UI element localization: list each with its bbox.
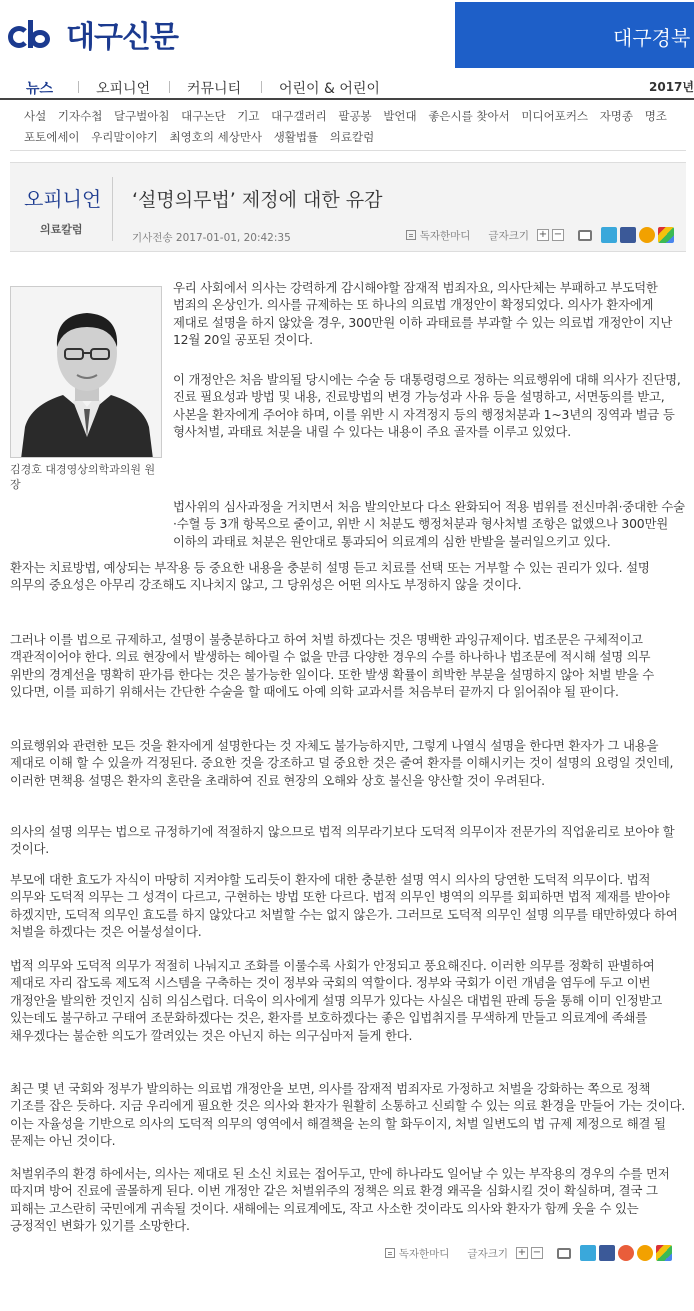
subnav-item[interactable]: 발언대 [383,109,417,123]
reader-opinion-label: 독자한마디 [419,229,471,242]
article-paragraph: 처벌위주의 환경 하에서는, 의사는 제대로 된 소신 치료는 접어두고, 만에 하나라도 일어날 수 있는 부작용의 경우의 수를 먼저 따지며 방어 진료에 골몰하게 된다. 이번 개정안 같은 처벌위주의 정책은 의료 환경 왜곡을 심화시킬 것이 확실하며, 결국 그 피해는 고스란히 국민에게 귀속될 것이다. 새해에는 의료계에도, 작고 사소한 것이라도 의사와 환자가 함께 웃을 수 있는 긍정적인 변화가 있기를 소망한다. [10,1166,670,1234]
site-logo[interactable] [8,14,178,54]
font-decrease-button[interactable]: − [532,1247,542,1258]
section-title: 오피니언 [24,187,102,211]
google-icon[interactable] [658,227,674,243]
font-decrease-button[interactable]: − [553,229,563,240]
share-icon[interactable] [637,1245,653,1261]
sub-nav-row [24,106,694,127]
subnav-item[interactable]: 의료칼럼 [329,130,375,144]
subnav-item[interactable]: 우리말이야기 [91,130,158,144]
article-paragraph: 최근 몇 년 국회와 정부가 발의하는 의료법 개정안을 보면, 의사를 잠재적 범죄자로 가정하고 처벌을 강화하는 쪽으로 정책 기조를 잡은 듯하다. 지금 우리에게 필요한 것은 의사와 환자가 원활히 소통하고 신뢰할 수 있는 의료 환경을 만들어 가는 것이다. 이는 자율성을 기반으로 의사의 도덕적 의무의 영역에서 해결책을 논의 할 화두이지, 처벌 일변도의 법 규제 제정으로 해결 될 문제는 아닌 것이다. [10,1081,686,1149]
article-header [10,162,686,252]
font-increase-button[interactable]: + [517,1247,527,1258]
article-paragraph: 환자는 치료방법, 예상되는 부작용 등 중요한 내용을 충분히 설명 듣고 치료를 선택 또는 거부할 수 있는 권리가 있다. 설명 의무의 중요성은 아무리 강조해도 지나치지 않고, 그 당위성은 어떤 의사도 부정하지 않을 것이다. [10,560,650,593]
share-icon[interactable] [639,227,655,243]
masthead [0,0,694,70]
nav-separator [169,81,170,93]
reader-opinion-label: 독자한마디 [398,1247,450,1260]
article-paragraph: 부모에 대한 효도가 자식이 마땅히 지켜야할 도리듯이 환자에 대한 충분한 설명 역시 의사의 당연한 도덕적 의무이다. 법적 의무와 도덕적 의무는 그 성격이 다르고, 구현하는 방법 또한 다르다. 법적 의무인 병역의 의무를 회피하면 법적 제재를 받아야 하겠지만, 도덕적 의무인 효도를 하지 않았다고 처벌할 수는 없지 않은가. 그러므로 도덕적 의무인 설명 의무를 태만하였다 하여 처벌을 하겠다는 것은 어불성설이다. [10,872,678,940]
subnav-item[interactable]: 대구갤러리 [271,109,327,123]
nav-children[interactable]: 어린이 & 어린이 [279,81,380,97]
sub-nav [24,106,694,148]
nav-news[interactable]: 뉴스 [26,81,54,97]
article-meta: 기사전송 2017-01-01, 20:42:35 [132,232,291,244]
article-paragraph: 의료행위와 관련한 모든 것을 환자에게 설명한다는 것 자체도 불가능하지만, 그렇게 나열식 설명을 한다면 환자가 그 내용을 제대로 이해 할 수 있을까 걱정된다. 중요한 것을 강조하고 덜 중요한 것은 줄여 환자를 이해시키는 것이 설명의 요령일 것인데, 이러한 면책용 설명은 환자의 혼란을 초래하여 진료 현장의 오해와 상호 불신을 양산할 것이 우려된다. [10,738,674,788]
article-headline: ‘설명의무법’ 제정에 대한 유감 [132,189,383,211]
print-icon[interactable] [578,230,592,241]
comment-icon [385,1248,395,1258]
subnav-item[interactable]: 기자수첩 [57,109,103,123]
subnav-item[interactable]: 좋은시를 찾아서 [428,109,510,123]
subnav-item[interactable]: 포토에세이 [24,130,80,144]
google-icon[interactable] [656,1245,672,1261]
reader-opinion-button[interactable] [406,228,471,243]
article-paragraph: 이 개정안은 처음 발의될 당시에는 수술 등 대통령령으로 정하는 의료행위에 대해 의사가 진단명, 진료 필요성과 방법 및 내용, 진료방법의 변경 가능성과 사유 등을 설명하고, 서면동의를 받고, 사본을 환자에게 주어야 하며, 이를 위반 시 자격정지 등의 행정처분과 1~3년의 징역과 벌금 등 형사처벌, 과태료 처분을 내릴 수 있다는 내용이 주요 골자를 이루고 있었다. [173,372,681,440]
divider [112,177,113,241]
twitter-icon[interactable] [601,227,617,243]
logo-mark-icon [8,16,60,52]
article-tools [406,227,674,243]
article-paragraph: 우리 사회에서 의사는 강력하게 감시해야할 잠재적 범죄자요, 의사단체는 부패하고 부도덕한 범죄의 온상인가. 의사를 규제하는 또 하나의 의료법 개정안이 확정되었다. 의사가 환자에게 제대로 설명을 하지 않았을 경우, 300만원 이하 과태료를 부과할 수 있는 의료법 개정안이 지난 12월 20일 공포된 것이다. [173,280,673,348]
nav-community[interactable]: 커뮤니티 [187,81,242,97]
subnav-item[interactable]: 달구벌아침 [113,109,170,123]
comment-icon [406,230,416,240]
subnav-item[interactable]: 기고 [237,109,260,123]
article-tools-bottom [385,1245,672,1261]
logo-text: 대구신문 [66,20,178,55]
nav-separator [261,81,262,93]
subnav-item[interactable]: 대구논단 [181,109,226,123]
reader-opinion-button[interactable] [385,1246,450,1261]
article-paragraph: 그러나 이를 법으로 규제하고, 설명이 불충분하다고 하여 처벌 하겠다는 것은 명백한 과잉규제이다. 법조문은 구체적이고 객관적이어야 한다. 의료 현장에서 발생하는 헤아릴 수 없을 만큼 다양한 경우의 수를 하나하나 법조문에 적시해 설명 의무 위반의 경계선을 명확히 판가름 한다는 것은 불가능한 일이다. 또한 발생 확률이 희박한 부분을 설명하지 않아 처벌 받을 수 있다면, 이를 피하기 위해서는 간단한 수술을 할 때에도 아예 의학 교과서를 처음부터 끝까지 다 읽어줘야 될 판이다. [10,632,654,700]
print-icon[interactable] [557,1248,571,1259]
nav-opinion[interactable]: 오피니언 [96,81,151,97]
author-photo [10,286,162,458]
subnav-item[interactable]: 명조 [644,109,667,123]
article-paragraph: 의사의 설명 의무는 법으로 규정하기에 적절하지 않으므로 법적 의무라기보다 도덕적 의무이자 전문가의 직업윤리로 보아야 할 것이다. [10,824,675,857]
divider [10,150,686,151]
nav-separator [78,81,79,93]
facebook-icon[interactable] [620,227,636,243]
font-size-label: 글자크기 [467,1247,508,1260]
subnav-item[interactable]: 미디어포커스 [521,109,589,123]
subnav-item[interactable]: 자명종 [599,109,634,123]
photo-caption: 김경호 대경영상의학과의원 원장 [10,463,156,491]
main-nav [0,74,694,100]
subnav-item[interactable]: 최영호의 세상만사 [169,130,263,144]
font-increase-button[interactable]: + [538,229,548,240]
nav-date: 2017년 [649,80,694,94]
article-paragraph: 법적 의무와 도덕적 의무가 적절히 나눠지고 조화를 이룰수록 사회가 안정되고 풍요해진다. 이러한 의무를 정확히 판별하여 제대로 자리 잡도록 제도적 시스템을 구축하는 것이 정부와 국회의 역할이다. 정부와 국회가 이런 개념을 염두에 두고 이번 개정안을 발의한 것인지 심히 의심스럽다. 더욱이 의사에게 설명 의무가 있다는 사실은 대법원 판례 등을 통해 이미 인정받고 있는데도 불구하고 구태여 조문화하겠다는 것은, 환자를 보호하겠다는 좋은 입법취지를 무색하게 만들고 의료계에 족쇄를 채우겠다는 불순한 의도가 깔려있는 것은 아닌지 하는 의구심마저 들게 한다. [10,958,663,1043]
subnav-item[interactable]: 사설 [24,109,47,123]
sub-nav-row [24,127,694,148]
section-subtitle: 의료칼럼 [40,223,83,236]
font-size-label: 글자크기 [488,229,529,242]
facebook-icon[interactable] [599,1245,615,1261]
subnav-item[interactable]: 팔공봉 [338,109,372,123]
top-banner[interactable]: 대구경북 [455,2,694,68]
kakao-icon[interactable] [618,1245,634,1261]
subnav-item[interactable]: 생활법률 [273,130,319,144]
article-paragraph: 법사위의 심사과정을 거치면서 처음 발의안보다 다소 완화되어 적용 범위를 전신마취·중대한 수술·수혈 등 3개 항목으로 줄이고, 위반 시 처분도 행정처분과 형사처벌 조항은 없앴으나 300만원 이하의 과태료 처분은 원안대로 통과되어 의료계의 심한 반발을 불러일으키고 있다. [173,499,685,549]
twitter-icon[interactable] [580,1245,596,1261]
